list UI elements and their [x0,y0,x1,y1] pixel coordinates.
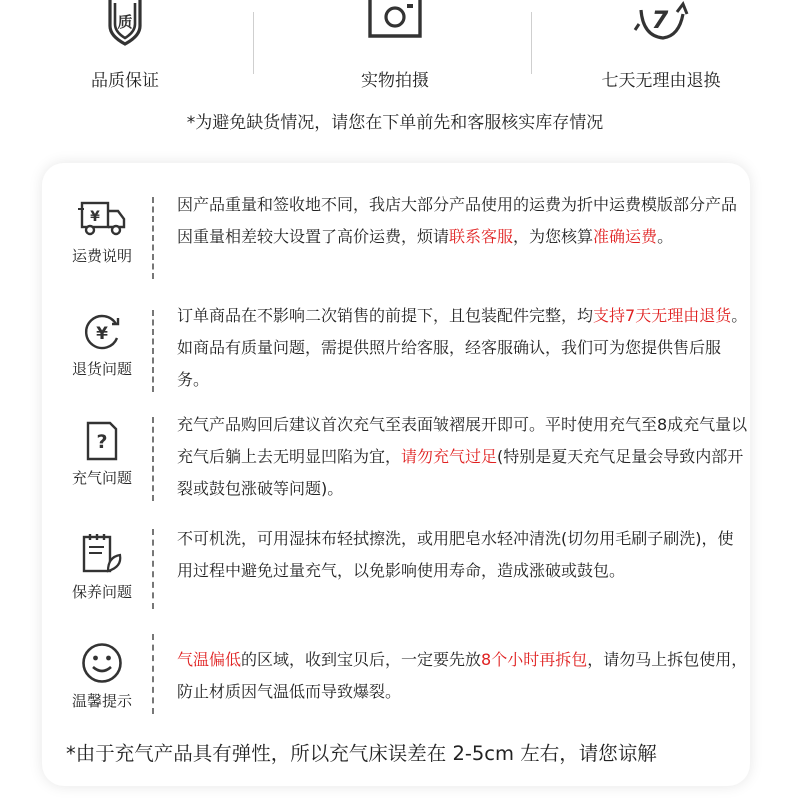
seven-day-return-icon [633,0,689,48]
section-title: 退货问题 [71,360,132,378]
section-icon-block [67,312,137,379]
feature-real-photo [285,0,505,91]
section-title: 充气问题 [71,469,132,487]
text-part: 。如商品有质量问题，需提供照片给客服，经客服确认，我们可为您提供售后服务。 [177,306,748,389]
dashed-divider [152,634,154,714]
care-clipboard-icon [80,533,124,575]
text-part: 因产品重量和签收地不同，我店大部分产品使用的运费为折中运费模版部分产品因重量相差较大设置了高价运费，烦请 [177,195,738,246]
shipping-truck-icon [78,199,126,239]
tolerance-note: *由于充气产品具有弹性，所以充气床误差在 2-5cm 左右，请您谅解 [66,742,657,765]
svg-text:7: 7 [651,6,669,34]
svg-text:¥: ¥ [90,209,100,225]
dashed-divider [152,417,154,501]
stock-notice: *为避免缺货情况，请您在下单前先和客服核实库存情况 [186,113,604,133]
text-part: 不可机洗，可用湿抹布轻拭擦洗，或用肥皂水轻冲清洗(切勿用毛刷子刷洗)，使用过程中避免过量充气，以免影响使用寿命，造成涨破或鼓包。 [177,529,734,580]
feature-seven-day-return [551,0,771,91]
section-text [177,523,749,587]
section-icon-block [67,421,137,488]
contact-service-highlight: 联系客服 [449,227,514,246]
accurate-shipping-highlight: 准确运费 [593,227,658,246]
camera-icon [367,0,423,48]
smiley-icon [81,642,123,684]
no-overinflate-highlight: 请勿充气过足 [401,447,498,466]
feature-label: 七天无理由退换 [601,71,721,91]
text-part: (特别是夏天充气足量会导致内部开裂或鼓包涨破等问题)。 [177,447,744,498]
text-part: ，为您核算 [513,227,594,246]
feature-quality [15,0,235,91]
question-doc-icon [84,421,120,461]
dashed-divider [152,529,154,609]
quality-shield-icon [101,0,149,48]
dashed-divider [152,197,154,279]
section-shipping [42,189,750,279]
text-part: 。 [657,227,674,246]
section-text [177,300,749,396]
refund-yuan-icon [80,312,124,352]
section-icon-block [67,533,137,602]
section-title: 保养问题 [71,583,132,601]
seven-day-return-highlight: 支持7天无理由退货 [593,306,732,325]
svg-text:?: ? [96,431,108,453]
section-returns [42,300,750,392]
wait-eight-hours-highlight: 8个小时再拆包 [481,650,588,669]
section-text [177,644,749,708]
info-card [42,163,750,786]
section-tips [42,638,750,718]
feature-label: 品质保证 [91,71,159,91]
section-icon-block [67,199,137,266]
svg-text:质: 质 [117,13,133,31]
section-text [177,189,749,253]
feature-label: 实物拍摄 [361,71,429,91]
divider [531,12,532,74]
text-part: ，请勿马上拆包使用，防止材质因气温低而导致爆裂。 [177,650,748,701]
svg-text:¥: ¥ [96,324,108,344]
section-text [177,409,749,505]
section-icon-block [67,642,137,711]
feature-row [0,0,790,100]
section-title: 温馨提示 [71,692,132,710]
divider [253,12,254,74]
text-part: 订单商品在不影响二次销售的前提下，且包装配件完整，均 [177,306,594,325]
section-inflation [42,409,750,501]
section-title: 运费说明 [71,247,132,265]
text-part: 充气产品购回后建议首次充气至表面皱褶展开即可。平时使用充气至8成充气量以充气后躺上去无明显凹陷为宜， [177,415,748,466]
low-temperature-highlight: 气温偏低 [177,650,242,669]
dashed-divider [152,310,154,392]
text-part: 的区域，收到宝贝后，一定要先放 [241,650,482,669]
section-care [42,529,750,613]
